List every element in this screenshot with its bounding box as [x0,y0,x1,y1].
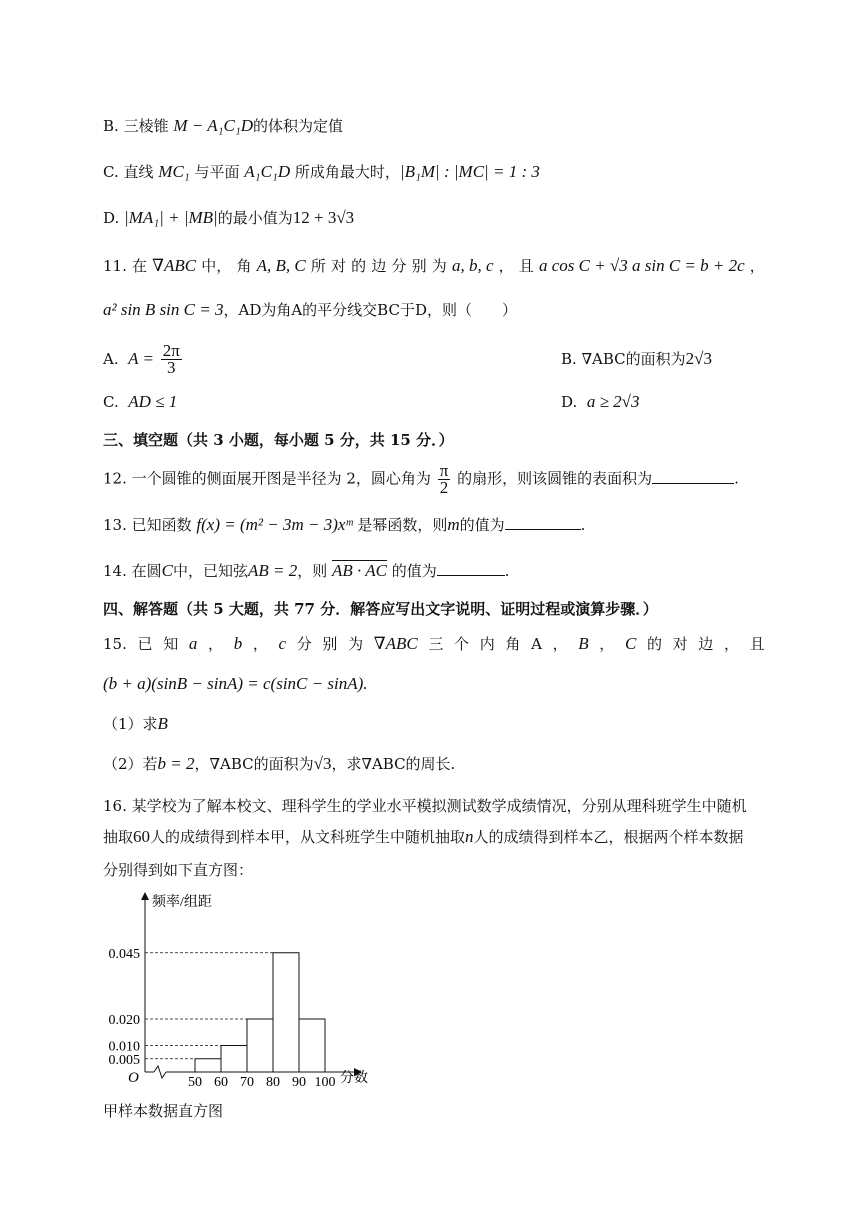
q16-line1: 16. 某学校为了解本校文、理科学生的学业水平模拟测试数学成绩情况，分别从理科班学生中随机 [103,797,747,815]
q11-option-d: D. a ≥ 2√3 [561,392,640,411]
q11-option-a-fraction: $\frac{2\pi}{3}$ [162,341,180,377]
x-tick-label-90: 90 [292,1075,306,1090]
q16-line2: 抽取60人的成绩得到样本甲，从文科班学生中随机抽取n人的成绩得到样本乙，根据两个样本数据 [103,827,744,846]
section-4-heading: 四、解答题（共 5 大题，共 77 分．解答应写出文字说明、证明过程或演算步骤．） [103,600,658,618]
x-tick-label-60: 60 [214,1075,228,1090]
y-tick-label-0.020: 0.020 [108,1013,140,1028]
q10-option-b: B. 三棱锥 M − A₁C₁D的体积为定值 [103,116,344,135]
q11-options-row1 [103,341,713,377]
q11-stem-line2: a² sin B sin C = 3，AD为角A的平分线交BC于D，则（ ） [103,300,517,319]
origin-label: O [128,1070,139,1086]
histogram-chart [90,888,390,1090]
q11-option-a: A. A = $\frac{2\pi}{3}$ [103,341,180,377]
histogram-bar-90-100 [299,1019,325,1072]
q10-option-d: D. |MA₁| + |MB|的最小值为12 + 3√3 [103,208,355,227]
y-tick-label-0.005: 0.005 [108,1052,140,1068]
q15-part2: （2）若b = 2，∇ABC的面积为√3，求∇ABC的周长. [103,754,456,773]
histogram-caption: 甲样本数据直方图 [103,1102,224,1120]
x-axis-label: 分数 [340,1071,368,1086]
q15-part1: （1）求B [103,714,168,733]
histogram-bar-60-70 [221,1046,247,1073]
q13: 13. 已知函数 f(x) = (m² − 3m − 3)xᵐ 是幂函数，则m的值为 . [103,515,586,534]
histogram-bar-50-60 [195,1059,221,1072]
q14-answer-blank[interactable] [437,561,505,576]
axis-break-icon [154,1066,166,1078]
q11-option-c: C. AD ≤ 1 [103,392,178,411]
section-3-heading: 三、填空题（共 3 小题，每小题 5 分，共 15 分．） [103,431,454,449]
q11-option-b: B. ∇ABC的面积为2√3 [561,349,713,368]
q15-stem-line2: (b + a)(sinB − sinA) = c(sinC − sinA). [103,674,368,693]
q12: 12. 一个圆锥的侧面展开图是半径为 2，圆心角为 $\frac{\pi}{2}$ 的扇形，则该圆锥的表面积为 . [103,461,739,497]
y-tick-label-0.010: 0.010 [108,1039,140,1055]
q10-option-c: C. 直线 MC₁ 与平面 A₁C₁D 所成角最大时，|B₁M| : |MC| = 1 : 3 [103,162,540,181]
q11-options-row2 [103,392,640,412]
histogram-bar-80-90 [273,953,299,1072]
q11-stem-line1: 11. 在 ∇ABC 中， 角 A, B, C 所 对 的 边 分 别 为 a, b, c ， 且 a cos C + √3 a sin C = b + 2c ， [103,256,765,275]
y-axis-label: 频率/组距 [152,895,212,910]
x-tick-label-80: 80 [266,1075,280,1090]
y-tick-label-0.045: 0.045 [108,946,140,962]
q12-answer-blank[interactable] [652,469,734,484]
histogram-bar-70-80 [247,1019,273,1072]
q16-line3: 分别得到如下直方图： [103,861,254,879]
q15-stem-line1: 15. 已 知 a ， b ， c 分 别 为 ∇ABC 三 个 内 角 A ， B ， C 的 对 边 ， 且 [103,634,765,653]
q14: 14. 在圆C中，已知弦AB = 2，则 AB · AC 的值为 . [103,561,510,580]
x-tick-label-70: 70 [240,1075,254,1090]
q13-answer-blank[interactable] [505,515,581,530]
x-tick-label-100: 100 [314,1075,336,1090]
x-tick-label-50: 50 [188,1075,202,1090]
q12-fraction: $\frac{\pi}{2}$ [439,461,449,497]
